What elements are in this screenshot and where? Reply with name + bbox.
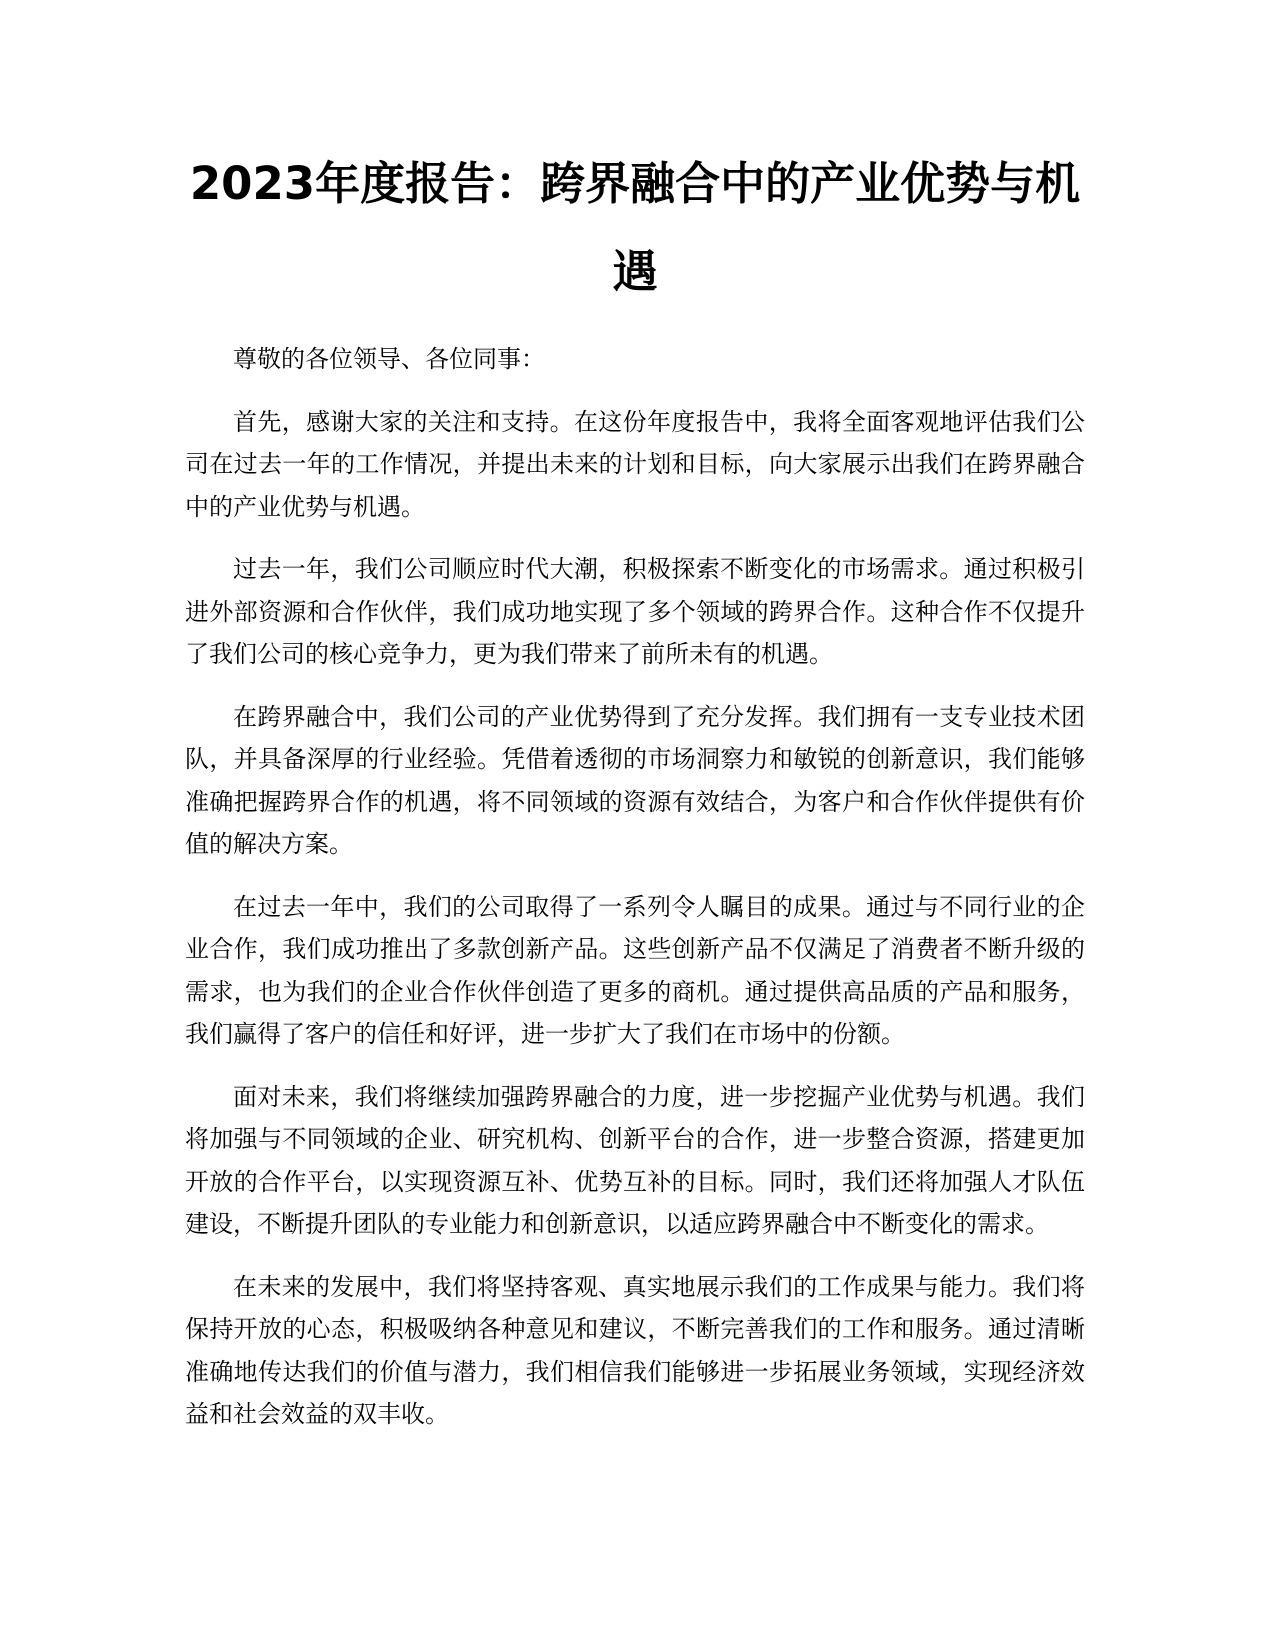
document-title-line-2: 遇 [612,245,658,298]
paragraph-3: 在跨界融合中，我们公司的产业优势得到了充分发挥。我们拥有一支专业技术团队，并具备深厚的行业经验。凭借着透彻的市场洞察力和敏锐的创新意识，我们能够准确把握跨界合作的机遇，将不同领域的资源有效结合，为客户和合作伙伴提供有价值的解决方案。 [185,702,1085,858]
paragraph-1: 首先，感谢大家的关注和支持。在这份年度报告中，我将全面客观地评估我们公司在过去一年的工作情况，并提出未来的计划和目标，向大家展示出我们在跨界融合中的产业优势与机遇。 [185,407,1085,521]
document-body [185,338,1085,1436]
document-title-line-1: 2023年度报告：跨界融合中的产业优势与机 [189,157,1081,210]
document-page [185,140,1085,1456]
greeting: 尊敬的各位领导、各位同事： [233,345,545,373]
paragraph-5: 面对未来，我们将继续加强跨界融合的力度，进一步挖掘产业优势与机遇。我们将加强与不同领域的企业、研究机构、创新平台的合作，进一步整合资源，搭建更加开放的合作平台，以实现资源互补、优势互补的目标。同时，我们还将加强人才队伍建设，不断提升团队的专业能力和创新意识，以适应跨界融合中不断变化的需求。 [185,1082,1085,1238]
paragraph-4: 在过去一年中，我们的公司取得了一系列令人瞩目的成果。通过与不同行业的企业合作，我们成功推出了多款创新产品。这些创新产品不仅满足了消费者不断升级的需求，也为我们的企业合作伙伴创造了更多的商机。通过提供高品质的产品和服务，我们赢得了客户的信任和好评，进一步扩大了我们在市场中的份额。 [185,892,1085,1048]
paragraph-2: 过去一年，我们公司顺应时代大潮，积极探索不断变化的市场需求。通过积极引进外部资源和合作伙伴，我们成功地实现了多个领域的跨界合作。这种合作不仅提升了我们公司的核心竞争力，更为我们带来了前所未有的机遇。 [185,555,1085,668]
document-title [185,140,1085,316]
paragraph-6: 在未来的发展中，我们将坚持客观、真实地展示我们的工作成果与能力。我们将保持开放的心态，积极吸纳各种意见和建议，不断完善我们的工作和服务。通过清晰准确地传达我们的价值与潜力，我们相信我们能够进一步拓展业务领域，实现经济效益和社会效益的双丰收。 [185,1272,1085,1428]
